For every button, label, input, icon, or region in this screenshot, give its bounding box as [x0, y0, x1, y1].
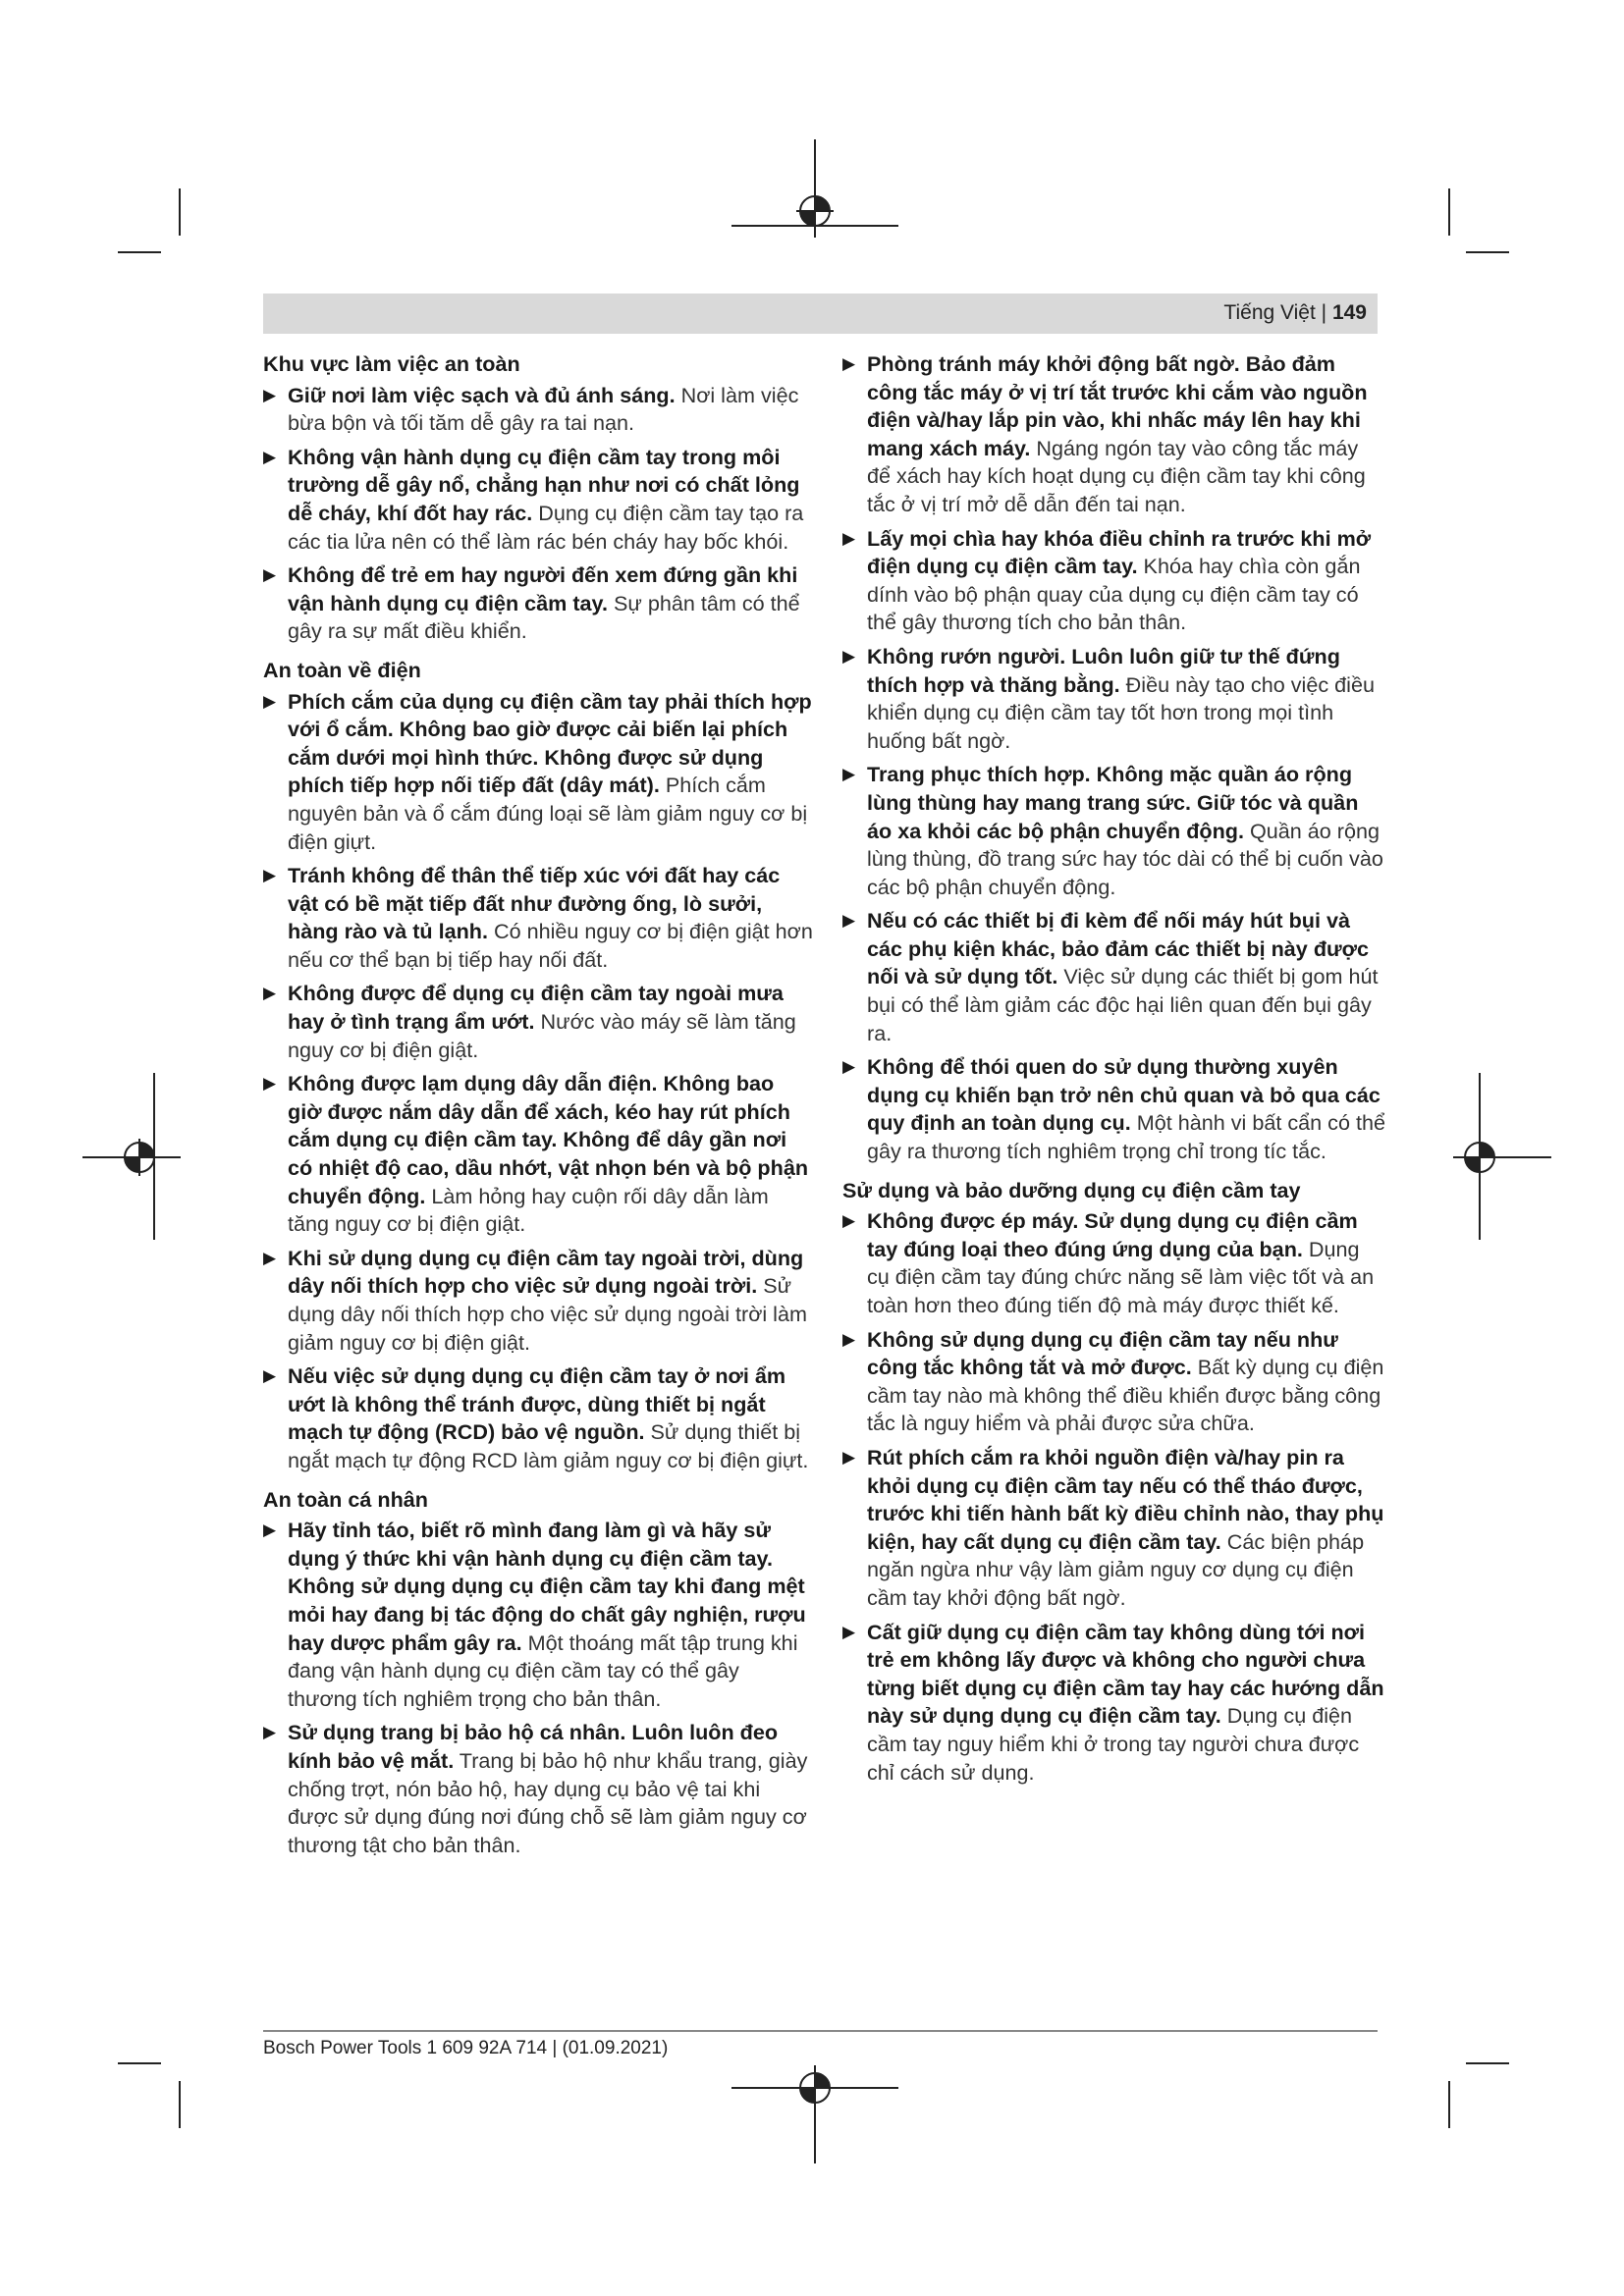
item-bold-text: Không để thói quen do sử dụng thường xuyên dụng cụ khiến bạn trở nên chủ quan và bỏ qua các quy định an toàn dụng cụ.	[867, 1054, 1380, 1136]
bullet-arrow-icon: ▶	[842, 1211, 856, 1231]
list-item	[842, 1053, 1387, 1165]
bullet-arrow-icon: ▶	[263, 1248, 277, 1267]
header-separator: |	[1315, 301, 1332, 324]
list-item	[263, 862, 813, 974]
item-bold-text: Khi sử dụng dụng cụ điện cầm tay ngoài trời, dùng dây nối thích hợp cho việc sử dụng ngoài trời.	[288, 1245, 804, 1299]
section-heading: An toàn cá nhân	[263, 1486, 428, 1512]
item-bold-text: Nếu việc sử dụng dụng cụ điện cầm tay ở nơi ẩm ướt là không thể tránh được, dùng thiết bị ngắt mạch tự động (RCD) bảo vệ nguồn.	[288, 1363, 786, 1445]
list-item	[263, 1719, 813, 1859]
item-text: Bất kỳ dụng cụ điện cầm tay nào mà không thể điều khiển được bằng công tắc là nguy hiểm và phải được sửa chữa.	[867, 1355, 1384, 1436]
list-item	[263, 1517, 813, 1713]
item-text: Phích cắm nguyên bản và ổ cắm đúng loại sẽ làm giảm nguy cơ bị điện giựt.	[288, 773, 808, 854]
bullet-arrow-icon: ▶	[263, 447, 277, 466]
item-text: Một thoáng mất tập trung khi đang vận hành dụng cụ điện cầm tay có thể gây thương tích nghiêm trọng cho bản thân.	[288, 1629, 798, 1711]
item-bold-text: Hãy tỉnh táo, biết rõ mình đang làm gì và hãy sử dụng ý thức khi vận hành dụng cụ điện cầm tay. Không sử dụng dụng cụ điện cầm tay khi đang mệt mỏi hay đang bị tác động do chất gây nghiện, rượu hay dược phẩm gây ra.	[288, 1518, 806, 1655]
item-text: Sự phân tâm có thể gây ra sự mất điều khiển.	[288, 590, 800, 644]
section-heading: Khu vực làm việc an toàn	[263, 351, 520, 376]
bullet-arrow-icon: ▶	[263, 565, 277, 585]
list-item	[263, 688, 813, 857]
page-header	[263, 294, 1378, 334]
item-text: Việc sử dụng các thiết bị gom hút bụi có thể làm giảm các độc hại liên quan đến bụi gây ra.	[867, 964, 1379, 1045]
registration-target-icon	[796, 192, 834, 230]
item-text: Một hành vi bất cẩn có thể gây ra thương tích nghiêm trọng chỉ trong tíc tắc.	[867, 1110, 1385, 1164]
bullet-arrow-icon: ▶	[263, 984, 277, 1003]
list-item	[842, 643, 1387, 755]
item-bold-text: Không được ép máy. Sử dụng dụng cụ điện cầm tay đúng loại theo đúng ứng dụng của bạn.	[867, 1208, 1358, 1261]
item-text: Có nhiều nguy cơ bị điện giật hơn nếu cơ thể bạn bị tiếp hay nối đất.	[288, 919, 813, 972]
list-item	[263, 980, 813, 1064]
bullet-arrow-icon: ▶	[263, 1521, 277, 1540]
item-text: Dụng cụ điện cầm tay tạo ra các tia lửa nên có thể làm rác bén cháy hay bốc khói.	[288, 500, 804, 554]
list-item	[842, 1619, 1387, 1788]
bullet-arrow-icon: ▶	[263, 691, 277, 711]
item-bold-text: Phích cắm của dụng cụ điện cầm tay phải thích hợp với ổ cắm. Không bao giờ được cải biến lại phích cắm dưới mọi hình thức. Không được sử dụng phích tiếp hợp nối tiếp đất (dây mát).	[288, 688, 812, 798]
bullet-arrow-icon: ▶	[842, 646, 856, 666]
item-text: Làm hỏng hay cuộn rối dây dẫn làm tăng nguy cơ bị điện giật.	[288, 1183, 769, 1237]
list-item	[842, 525, 1387, 637]
bullet-arrow-icon: ▶	[842, 1447, 856, 1467]
bullet-arrow-icon: ▶	[842, 1329, 856, 1349]
bullet-arrow-icon: ▶	[842, 528, 856, 548]
crop-mark	[179, 2081, 181, 2128]
list-item	[842, 1444, 1387, 1613]
list-item	[263, 561, 813, 646]
item-bold-text: Phòng tránh máy khởi động bất ngờ. Bảo đảm công tắc máy ở vị trí tắt trước khi cắm vào nguồn điện và/hay lắp pin vào, khi nhấc máy lên hay khi mang xách máy.	[867, 351, 1368, 460]
list-item	[842, 350, 1387, 519]
item-text: Nước vào máy sẽ làm tăng nguy cơ bị điện giật.	[288, 1009, 796, 1062]
item-text: Quần áo rộng lùng thùng, đồ trang sức hay tóc dài có thể bị cuốn vào các bộ phận chuyển động.	[867, 818, 1383, 899]
bullet-arrow-icon: ▶	[842, 1622, 856, 1641]
bullet-arrow-icon: ▶	[263, 385, 277, 404]
header-language: Tiếng Việt	[1223, 301, 1316, 324]
item-text: Nơi làm việc bừa bộn và tối tăm dễ gây ra tai nạn.	[288, 382, 799, 436]
item-bold-text: Không vận hành dụng cụ điện cầm tay trong môi trường dễ gây nổ, chẳng hạn như nơi có chất lỏng dễ cháy, khí đốt hay rác.	[288, 444, 800, 525]
registration-target-icon	[796, 2069, 834, 2107]
item-text: Trang bị bảo hộ như khẩu trang, giày chống trợt, nón bảo hộ, hay dụng cụ bảo vệ tai khi được sử dụng đúng nơi đúng chỗ sẽ làm giảm nguy cơ thương tật cho bản thân.	[288, 1747, 808, 1857]
item-bold-text: Giữ nơi làm việc sạch và đủ ánh sáng.	[288, 382, 676, 407]
header-label	[1223, 301, 1367, 325]
footer-rule	[263, 2030, 1378, 2032]
crop-mark	[1448, 2081, 1450, 2128]
crop-mark	[1448, 188, 1450, 236]
bullet-arrow-icon: ▶	[263, 1723, 277, 1742]
item-bold-text: Không được để dụng cụ điện cầm tay ngoài mưa hay ở tình trạng ẩm ướt.	[288, 981, 784, 1035]
bullet-arrow-icon: ▶	[842, 1057, 856, 1077]
item-bold-text: Không rướn người. Luôn luôn giữ tư thế đứng thích hợp và thăng bằng.	[867, 643, 1340, 697]
item-text: Dụng cụ điện cầm tay đúng chức năng sẽ làm việc tốt và an toàn hơn theo đúng tiến độ mà máy được thiết kế.	[867, 1236, 1375, 1317]
list-item	[263, 1362, 813, 1474]
item-bold-text: Không sử dụng dụng cụ điện cầm tay nếu như công tắc không tắt và mở được.	[867, 1326, 1338, 1380]
item-bold-text: Không để trẻ em hay người đến xem đứng gần khi vận hành dụng cụ điện cầm tay.	[288, 562, 798, 615]
item-text: Khóa hay chìa còn gắn dính vào bộ phận quay của dụng cụ điện cầm tay có thể gây thương tích cho bản thân.	[867, 554, 1361, 635]
item-bold-text: Không được lạm dụng dây dẫn điện. Không bao giờ được nắm dây dẫn để xách, kéo hay rút phích cắm dụng cụ điện cầm tay. Không để dây gần nơi có nhiệt độ cao, dầu nhớt, vật nhọn bén và bộ phận chuyển động.	[288, 1071, 809, 1208]
registration-target-icon	[1461, 1139, 1498, 1176]
crop-mark	[1466, 2062, 1509, 2064]
bullet-arrow-icon: ▶	[263, 1074, 277, 1094]
crop-mark	[179, 188, 181, 236]
page-number: 149	[1331, 301, 1367, 324]
list-item	[263, 1245, 813, 1357]
item-text: Sử dụng dây nối thích hợp cho việc sử dụng ngoài trời làm giảm nguy cơ bị điện giật.	[288, 1273, 807, 1355]
item-text: Ngáng ngón tay vào công tắc máy để xách hay kích hoạt dụng cụ điện cầm tay khi công tắc ở vị trí mở dễ dẫn đến tai nạn.	[867, 435, 1366, 516]
registration-target-icon	[121, 1139, 158, 1176]
bullet-arrow-icon: ▶	[842, 911, 856, 931]
item-bold-text: Tránh không để thân thể tiếp xúc với đất hay các vật có bề mặt tiếp đất như đường ống, lò sưởi, hàng rào và tủ lạnh.	[288, 863, 781, 944]
section-heading: Sử dụng và bảo dưỡng dụng cụ điện cầm tay	[842, 1177, 1301, 1202]
bullet-arrow-icon: ▶	[842, 765, 856, 784]
list-item	[263, 444, 813, 556]
item-bold-text: Rút phích cắm ra khỏi nguồn điện và/hay pin ra khỏi dụng cụ điện cầm tay nếu có thể tháo được, trước khi tiến hành bất kỳ điều chỉnh nào, thay phụ kiện, hay cất dụng cụ điện cầm tay.	[867, 1444, 1384, 1554]
crop-mark	[118, 251, 161, 253]
crop-mark	[1466, 251, 1509, 253]
item-bold-text: Trang phục thích hợp. Không mặc quần áo rộng lùng thùng hay mang trang sức. Giữ tóc và quần áo xa khỏi các bộ phận chuyển động.	[867, 762, 1359, 843]
list-item	[842, 1207, 1387, 1319]
item-text: Điều này tạo cho việc điều khiển dụng cụ điện cầm tay tốt hơn trong mọi tình huống bất ngờ.	[867, 671, 1375, 753]
bullet-arrow-icon: ▶	[263, 1366, 277, 1386]
list-item	[263, 1070, 813, 1239]
list-item	[842, 1326, 1387, 1438]
left-column	[263, 350, 813, 1865]
bullet-arrow-icon: ▶	[263, 866, 277, 885]
item-text: Các biện pháp ngăn ngừa như vậy làm giảm nguy cơ dụng cụ điện cầm tay khởi động bất ngờ.	[867, 1528, 1365, 1610]
bullet-arrow-icon: ▶	[842, 354, 856, 373]
list-item	[842, 761, 1387, 901]
item-bold-text: Lấy mọi chìa hay khóa điều chỉnh ra trước khi mở điện dụng cụ điện cầm tay.	[867, 525, 1372, 579]
crop-mark	[118, 2062, 161, 2064]
item-bold-text: Cất giữ dụng cụ điện cầm tay không dùng tới nơi trẻ em không lấy được và không cho người chưa từng biết dụng cụ điện cầm tay hay các hướng dẫn này sử dụng dụng cụ điện cầm tay.	[867, 1619, 1384, 1729]
list-item	[263, 382, 813, 438]
item-text: Dụng cụ điện cầm tay nguy hiểm khi ở trong tay người chưa được chỉ cách sử dụng.	[867, 1703, 1360, 1785]
list-item	[842, 907, 1387, 1047]
item-bold-text: Nếu có các thiết bị đi kèm để nối máy hút bụi và các phụ kiện khác, bảo đảm các thiết bị này được nối và sử dụng tốt.	[867, 908, 1370, 989]
right-column	[842, 350, 1387, 1792]
item-bold-text: Sử dụng trang bị bảo hộ cá nhân. Luôn luôn đeo kính bảo vệ mắt.	[288, 1720, 779, 1773]
section-heading: An toàn về điện	[263, 657, 421, 682]
footer-text: Bosch Power Tools 1 609 92A 714 | (01.09.2021)	[263, 2038, 669, 2058]
item-text: Sử dụng thiết bị ngắt mạch tự động RCD làm giảm nguy cơ bị điện giựt.	[288, 1419, 809, 1472]
